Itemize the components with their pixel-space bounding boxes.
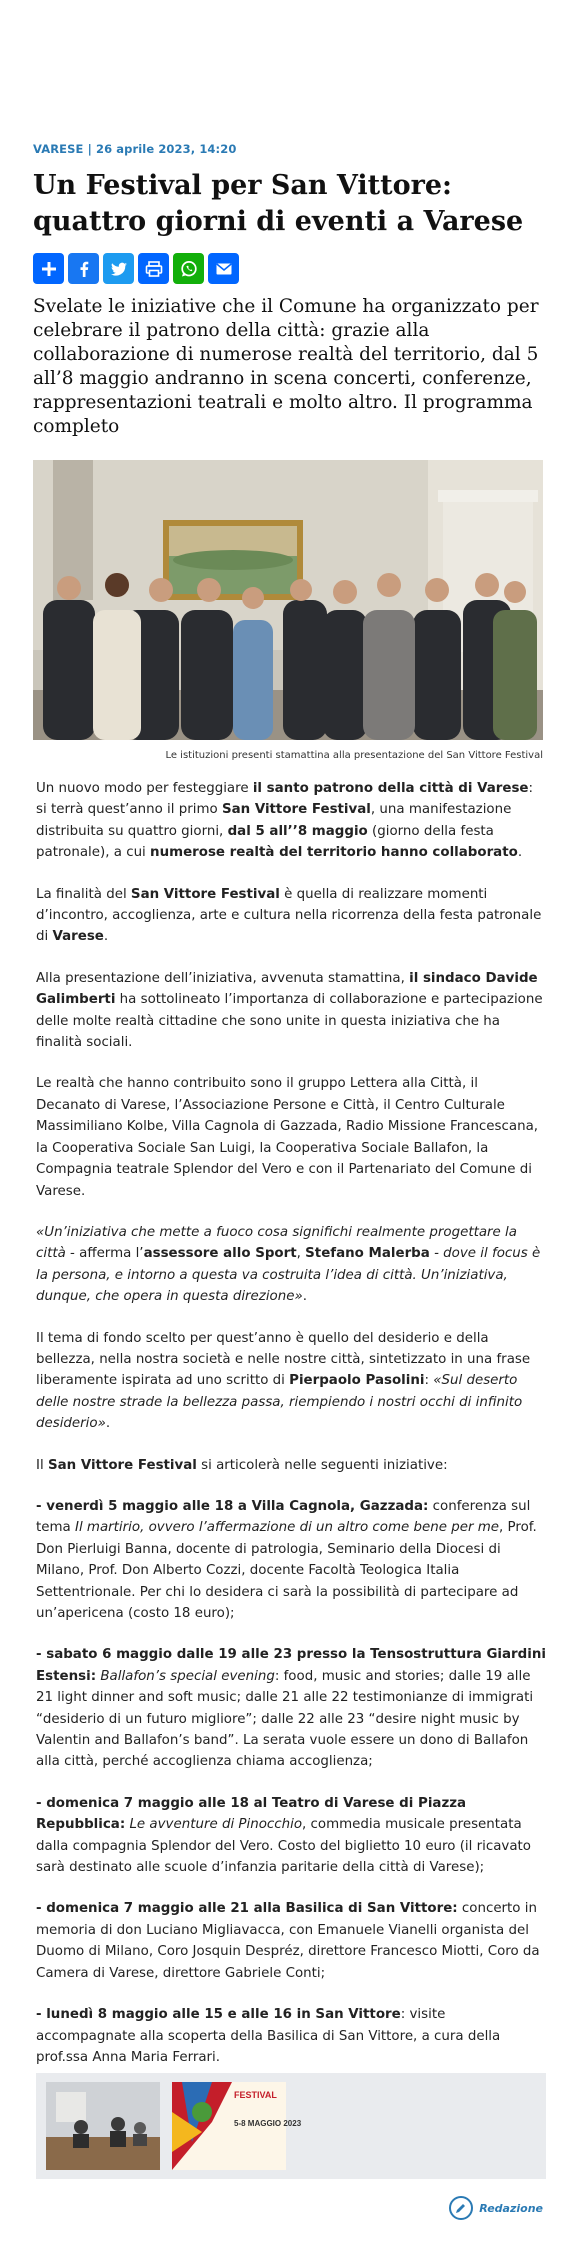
- text-run: assessore allo Sport: [143, 1246, 297, 1262]
- text-run: .: [302, 1289, 307, 1305]
- share-button-email[interactable]: [208, 253, 239, 284]
- text-run: - sabato 6 maggio dalle 19 alle 23 presso la Tensostruttura Giardini Estensi:: [36, 1647, 546, 1684]
- share-button-add[interactable]: [33, 253, 64, 284]
- event-item: [36, 1644, 546, 1772]
- text-run: - domenica 7 maggio alle 21 alla Basilica di San Vittore:: [36, 1901, 458, 1917]
- festival-poster-image: [172, 2082, 302, 2170]
- text-run: Ballafon’s special evening: [100, 1668, 275, 1684]
- text-run: il sindaco Davide Galimberti: [36, 970, 538, 1008]
- text-run: Il martirio, ovvero l’affermazione di un altro come bene per me: [75, 1520, 500, 1536]
- text-run: Il: [36, 1457, 48, 1473]
- text-run: - domenica 7 maggio alle 18 al Teatro di Varese di Piazza Repubblica:: [36, 1795, 467, 1833]
- twitter-icon: [109, 259, 129, 279]
- share-button-print[interactable]: [138, 253, 169, 284]
- text-run: - venerdì 5 maggio alle 18 a Villa Cagnola, Gazzada:: [36, 1498, 429, 1514]
- whatsapp-icon: [179, 259, 199, 279]
- article-meta: VARESE | 26 aprile 2023, 14:20: [33, 142, 237, 156]
- text-run: Pierpaolo Pasolini: [289, 1373, 425, 1389]
- text-run: San Vittore Festival: [221, 802, 371, 818]
- text-run: «Sul deserto delle nostre strade la bellezza passa, riempiendo i nostri occhi di infinito desiderio»: [36, 1373, 523, 1432]
- text-run: San Vittore Festival: [130, 886, 280, 902]
- photo-caption: Le istituzioni presenti stamattina alla presentazione del San Vittore Festival: [165, 750, 543, 761]
- event-item: [36, 1496, 546, 1624]
- related-thumbnail-conference[interactable]: [46, 2082, 160, 2170]
- text-run: «Un’iniziativa che mette a fuoco cosa significhi realmente progettare la città: [36, 1224, 517, 1262]
- pen-icon: [449, 2196, 473, 2220]
- article-main-photo[interactable]: [33, 460, 543, 740]
- paragraph: [36, 1073, 546, 1201]
- text-run: .: [105, 1416, 111, 1432]
- text-run: Stefano Malerba: [305, 1246, 430, 1262]
- poster-date: 5-8 MAGGIO 2023: [234, 2119, 302, 2128]
- paragraph: [36, 1328, 546, 1435]
- text-run: è quella di realizzare momenti d’incontro, accoglienza, arte e cultura nella ricorrenza della festa patronale di: [36, 886, 542, 945]
- paragraph: [36, 778, 546, 864]
- text-run: La finalità del: [36, 886, 131, 902]
- share-button-facebook[interactable]: [68, 253, 99, 284]
- article-title: Un Festival per San Vittore: quattro giorni di eventi a Varese: [33, 170, 524, 237]
- text-run: il santo patrono della città di Varese: [252, 781, 529, 796]
- event-item: [36, 2004, 546, 2068]
- paragraph: [36, 968, 546, 1054]
- text-run: .: [517, 845, 523, 861]
- text-run: -: [429, 1246, 444, 1262]
- text-run: : food, music and stories; dalle 19 alle 21 light dinner and soft music; dalle 21 alle 22 testimonianze di immigrati “desiderio di un futuro migliore”; dalle 22 alle 23 “desire night music by Valentin and Ballafon’s band”. La serata vuole essere un dono di Ballafon alla città, perché accoglienza chiama accoglienza;: [36, 1668, 534, 1770]
- add-share-icon: [39, 259, 59, 279]
- author-byline[interactable]: [449, 2196, 543, 2220]
- paragraph: [36, 884, 546, 948]
- text-run: conferenza sul tema: [36, 1498, 531, 1536]
- text-run: , una manifestazione distribuita su quattro giorni,: [36, 802, 512, 839]
- text-run: concerto in memoria di don Luciano Migliavacca, con Emanuele Vianelli organista del Duomo di Milano, Coro Josquin Despréz, direttore Francesco Miotti, Coro da Camera di Varese, direttore Gabriele Conti;: [36, 1901, 540, 1981]
- text-run: - lunedì 8 maggio alle 15 e alle 16 in San Vittore: [36, 2007, 401, 2023]
- text-run: Varese: [52, 929, 104, 945]
- email-icon: [214, 259, 234, 279]
- text-run: : si terrà quest’anno il primo: [36, 781, 534, 818]
- share-button-twitter[interactable]: [103, 253, 134, 284]
- share-button-whatsapp[interactable]: [173, 253, 204, 284]
- text-run: numerose realtà del territorio hanno collaborato: [150, 845, 518, 861]
- text-run: ha sottolineato l’importanza di collaborazione e partecipazione delle molte realtà cittadine che sono unite in questa iniziativa che ha finalità sociali.: [36, 992, 543, 1051]
- author-name: Redazione: [479, 2201, 543, 2215]
- text-run: .: [103, 929, 109, 945]
- text-run: dove il focus è la persona, e intorno a questa va costruita l’idea di città. Un’iniziativa, dunque, che opera in questa direzione»: [36, 1246, 541, 1305]
- facebook-icon: [74, 259, 94, 279]
- related-thumbnail-festival-poster[interactable]: [172, 2082, 302, 2170]
- article-body: [36, 778, 546, 2088]
- text-run: Un nuovo modo per festeggiare: [36, 781, 253, 796]
- text-run: (giorno della festa patronale), a cui: [36, 823, 494, 861]
- related-gallery: [36, 2073, 546, 2179]
- text-run: dal 5 all’’8 maggio: [227, 823, 368, 839]
- conference-photo-image: [46, 2082, 160, 2170]
- text-run: , commedia musicale presentata dalla compagnia Splendor del Vero. Costo del biglietto 10 euro (il ricavato sarà destinato alle scuole d’infanzia paritarie della città di Varese);: [36, 1817, 531, 1876]
- text-run: , Prof. Don Pierluigi Banna, docente di patrologia, Seminario della Diocesi di Milano, Prof. Don Alberto Cozzi, docente Facoltà Teologica Italia Settentrionale. Per chi lo desidera ci sarà la possibilità di partecipare ad un’apericena (costo 18 euro);: [36, 1520, 537, 1621]
- text-run: ,: [296, 1246, 306, 1262]
- article-subtitle: Svelate le iniziative che il Comune ha organizzato per celebrare il patrono della città: grazie alla collaborazione di numerose realtà del territorio, dal 5 all’8 maggio andranno in scena concerti, conferenze, rappresentazioni teatrali e molto altro. Il programma completo: [33, 296, 539, 437]
- text-run: San Vittore Festival: [47, 1457, 197, 1473]
- text-run: Le realtà che hanno contribuito sono il gruppo Lettera alla Città, il Decanato di Varese, l’Associazione Persone e Città, il Centro Culturale Massimiliano Kolbe, Villa Cagnola di Gazzada, Radio Missione Francescana, la Cooperativa Sociale San Luigi, la Cooperativa Sociale Ballafon, la Compagnia teatrale Splendor del Vero e con il Partenariato del Comune di Varese.: [36, 1076, 539, 1199]
- text-run: Alla presentazione dell’iniziativa, avvenuta stamattina,: [36, 970, 410, 986]
- text-run: si articolerà nelle seguenti iniziative:: [196, 1457, 448, 1473]
- poster-title: FESTIVAL: [234, 2090, 277, 2100]
- text-run: :: [424, 1373, 434, 1389]
- text-run: Il tema di fondo scelto per quest’anno è quello del desiderio e della bellezza, nella nostra società e nelle nostre città, sintetizzato in una frase liberamente ispirata ad uno scritto di: [36, 1330, 531, 1389]
- text-run: - afferma l’: [65, 1246, 144, 1262]
- group-photo-image: [33, 460, 543, 740]
- text-run: : visite accompagnate alla scoperta della Basilica di San Vittore, a cura della prof.ssa Anna Maria Ferrari.: [36, 2007, 501, 2065]
- paragraph: [36, 1222, 546, 1308]
- share-bar: [33, 253, 239, 284]
- event-item: [36, 1898, 546, 1984]
- print-icon: [144, 259, 164, 279]
- paragraph: [36, 1455, 546, 1476]
- event-item: [36, 1793, 546, 1879]
- text-run: Le avventure di Pinocchio: [129, 1817, 303, 1833]
